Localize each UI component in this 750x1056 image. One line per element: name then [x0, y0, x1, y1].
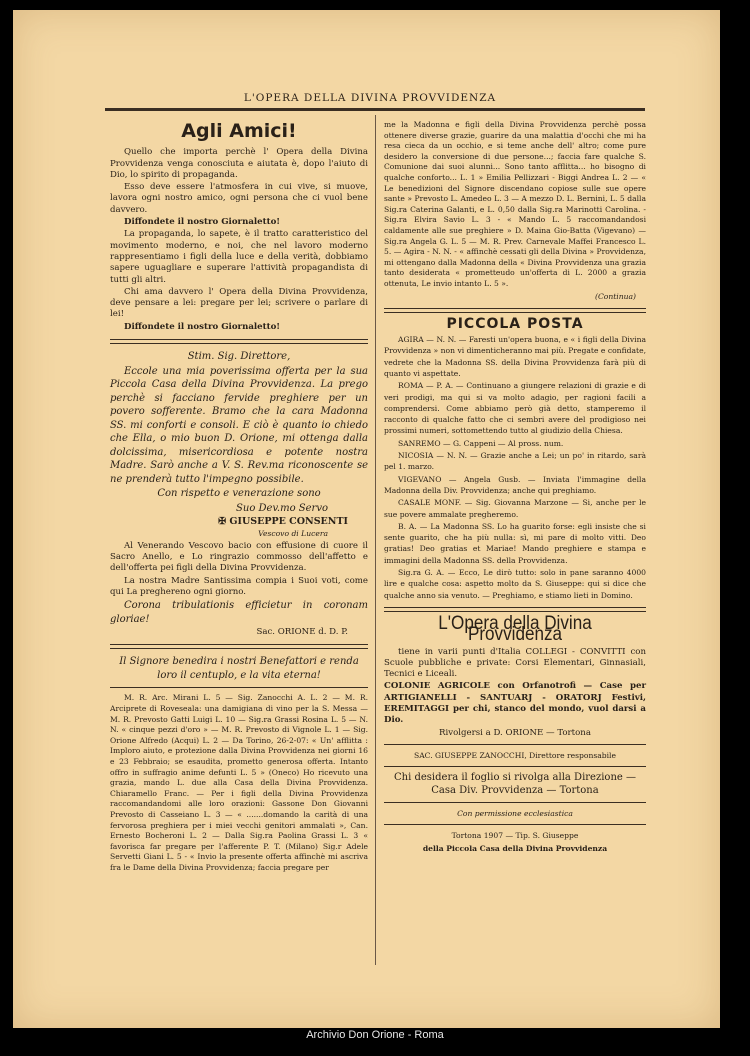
- letter-close: Con rispetto e venerazione sono: [157, 488, 321, 500]
- permission-note: Con permissione ecclesiastica: [457, 809, 573, 819]
- opera-contact: Rivolgersi a D. ORIONE — Tortona: [439, 727, 591, 738]
- bishop-title: Vescovo di Lucera: [258, 529, 328, 539]
- posta-item: AGIRA — N. N. — Faresti un'opera buona, e « i figli della Divina Provvidenza » non vi dimenticheranno mai più. Pregate e confidate, vedrete che la Madonna SS. della Divina Provvidenza farà più di quanto vi aspettate.: [384, 335, 646, 378]
- offerings-continued: me la Madonna e figli della Divina Provvidenza perchè possa ottenere diverse grazie, guarire da una malattia d'occhi che mi ha resa cieca da un occhio, e si teme anche dell' altro; come pure desidero la conversione di due persone...; faccia fare qualche S. Comunione dai suoi alunni... Sono tanto afflitta... ho bisogno di qualche conforto... L. 1 » Emilia Pellizzari - Biggi Andrea L. 2 — « Le benedizioni del Signore discendano copiose sulle sue opere sante » Prevosto L. Amedeo L. 3 — A mezzo D. L. Bernini, L. 5 dalla Sig.ra Caterina Galanti, e L. 0,50 dalla Sig.ra Marinotti Carolina. - Sig.ra Elvira Savio L. 3 - « Mando L. 5 raccomandandosi caldamente alle sue preghiere » D. Maina Gio-Batta (Vigevano) — Sig.ra Angela G. L. 5 — M. R. Prev. Carnevale Maffei Francesco L. 5. — Agira - N. N. - « affinchè cessati gli della Divina » Provvidenza, mi ottengano dalla Madonna della « Divina Provvidenza una grazia tanto desiderata « prometteudo un'offerta di L. 2000 a grazia ottenuta, Le invio intanto L. 5 ».: [384, 120, 646, 288]
- posta-item: ROMA — P. A. — Continuano a giungere relazioni di grazie e di veri prodigi, ma qui si va molto adagio, per ragioni facili a comprendersi. Come abbiamo però già detto, stamperemo il racconto di qualche fatto che ci sembri avere del prodigioso nei prossimi numeri, sottomettendo tutto al giudizio della Chiesa.: [384, 381, 646, 436]
- printer-line: Tortona 1907 — Tip. S. Giuseppe: [451, 831, 579, 841]
- posta-item: Sig.ra G. A. — Ecco, Le dirò tutto: solo in pane saranno 4000 lire e qualche cosa: aspetto molto da S. Giuseppe: qui si dice che qualche anno sia venuto. — Preghiamo, e stiamo lieti in Domino.: [384, 568, 646, 600]
- article-title: Agli Amici!: [181, 120, 297, 142]
- section-rule: [384, 824, 646, 825]
- article-paragraph: Quello che importa perchè l' Opera della Divina Provvidenza venga conosciuta e aiutata è, dopo l'aiuto di Dio, lo spirito di propaganda.: [110, 147, 368, 180]
- offerings-list: M. R. Arc. Mirani L. 5 — Sig. Zanocchi A. L. 2 — M. R. Arciprete di Roveseala: una damigiana di vino per la S. Messa — M. R. Prevosto Gatti Luigi L. 10 — Sig.ra Grassi Rosina L. 5 — N. N. « cinque pezzi d'oro » — M. R. Prevosto di Vignole L. 1 — Sig. Orione Alfredo (Acqui) L. 2 — Da Torino, 26-2-07: « Un' afflitta : Imploro aiuto, e protezione dalla Divina Provvidenza nei giorni 16 e 23 Febbraio; se esaudita, prometto generosa offerta. Intanto offro in suffragio anime defunti L. 5 » (Oneco) Ho ricevuto una grazia, mando L. due alla Casa della Divina Provvidenza. Chiaramello Franc. — Per i figli della Divina Provvidenza raccomandandomi alle loro orazioni: Gassone Don Giovanni Prevosto di Casseiano L. 3 — « .......domando la carità di una fervorosa preghiera per i miei vecchi genitori ammalati », Can. Ernesto Bocheroni L. 2 — Dalla Sig.ra Paolina Grassi L. 3 « favorisca far pregare per l'afferente P. T. (Milano) Sig.r Adele Servetti Giani L. 5 - « Invio la presente offerta affinchè mi ascriva fra le Dame della Divina Provvidenza; faccia pregare per: [110, 693, 368, 872]
- letter-body: Eccole una mia poverissima offerta per la sua Piccola Casa della Divina Provvidenza. La prego perchè si facciano fervide preghiere per un povero sofferente. Bramo che la cara Madonna SS. mi conforti e consoli. E ciò è quanto io chiedo che Ella, o mio buon D. Orione, mi ottenga dalla dolcissima, misericordiosa e potente nostra Madre. Sarò anche a V. S. Rev.ma riconoscente se ne prenderà tutto l'impegno possibile.: [110, 365, 368, 485]
- running-title: L'OPERA DELLA DIVINA PROVVIDENZA: [243, 92, 497, 104]
- posta-item: NICOSIA — N. N. — Grazie anche a Lei; un po' in ritardo, sarà pel 1. marzo.: [384, 451, 646, 472]
- posta-item: CASALE MONF. — Sig. Giovanna Marzone — Si, anche per le sue povere ammalate pregheremo.: [384, 498, 646, 519]
- letter-close: Suo Dev.mo Servo: [236, 502, 328, 514]
- section-rule: [384, 766, 646, 767]
- benefactors-verse: Il Signore benedira i nostri Benefattori e renda loro il centuplo, e la vita eterna!: [119, 656, 359, 681]
- opera-paragraph: COLONIE AGRICOLE con Orfanotrofi — Case per ARTIGIANELLI - SANTUARJ - ORATORJ Festivi, EREMITAGGI per chi, stanco del mondo, vuol darsi a Dio.: [384, 681, 646, 726]
- opera-title: L'Opera della Divina Provvidenza: [438, 612, 592, 646]
- column-divider: [375, 115, 376, 965]
- article-paragraph: Esso deve essere l'atmosfera in cui vive, si muove, lavora ogni nostro amico, ogni persona che ci vuol bene davvero.: [110, 182, 368, 215]
- bishop-name: GIUSEPPE CONSENTI: [229, 516, 348, 528]
- article-paragraph: La propaganda, lo sapete, è il tratto caratteristico del movimento moderno, e noi, che nel lavoro moderno rappresentiamo i figli della luce e della verità, dobbiamo sapere uguagliare e superare l'attività propagandista di tutti gli altri.: [110, 229, 368, 285]
- reply-paragraph: Al Venerando Vescovo bacio con effusione di cuore il Sacro Anello, e Lo ringrazio commosso dell'affetto e dell'offerta pei figli della Divina Provvidenza.: [110, 540, 368, 574]
- left-column: [110, 120, 368, 875]
- opera-paragraph: tiene in varii punti d'Italia COLLEGI - CONVITTI con Scuole pubbliche e private: Corsi Elementari, Ginnasiali, Tecnici e Liceali.: [384, 646, 646, 680]
- printer-line: della Piccola Casa della Divina Provvidenza: [422, 843, 608, 853]
- posta-item: SANREMO — G. Cappeni — Al pross. num.: [398, 438, 564, 448]
- archive-caption: Archivio Don Orione - Roma: [306, 1029, 444, 1041]
- section-rule: [384, 802, 646, 803]
- section-rule: [110, 644, 368, 649]
- section-rule: [384, 308, 646, 313]
- posta-item: VIGEVANO — Angela Gusb. — Inviata l'immagine della Madonna della Div. Provvidenza; anche qui preghiamo.: [384, 474, 646, 495]
- section-rule: [110, 339, 368, 344]
- reply-signature: Sac. ORIONE d. D. P.: [256, 627, 348, 638]
- top-rule: [105, 108, 645, 111]
- posta-title: PICCOLA POSTA: [446, 315, 584, 332]
- letter-salutation: Stim. Sig. Direttore,: [187, 351, 291, 363]
- director-line: SAC. GIUSEPPE ZANOCCHI, Direttore responsabile: [414, 750, 616, 760]
- reply-paragraph: La nostra Madre Santissima compia i Suoi voti, come qui La preghereno ogni giorno.: [110, 575, 368, 597]
- subscription-note: Chi desidera il foglio si rivolga alla Direzione — Casa Div. Provvidenza — Tortona: [394, 772, 636, 796]
- posta-item: B. A. — La Madonna SS. Lo ha guarito forse: egli insiste che si sente guarito, che ha più nulla: sì, mi pare di molto vitti. Deo gratias! Deo gratias et Mariae! Mando preghiere e stampa e immagini della Madonna SS. della Provvidenza.: [384, 521, 646, 565]
- reply-motto: Corona tribulationis efficietur in coronam gloriae!: [110, 600, 368, 625]
- article-paragraph: Chi ama davvero l' Opera della Divina Provvidenza, deve pensare a lei: pregare per lei; scrivere o parlare di lei!: [110, 286, 368, 320]
- section-rule: [384, 744, 646, 745]
- cross-icon: ✠: [218, 516, 227, 528]
- section-rule: [110, 687, 368, 688]
- right-column: [384, 120, 646, 855]
- article-slogan: Diffondete il nostro Giornaletto!: [124, 321, 281, 332]
- continua-label: (Continua): [595, 291, 636, 301]
- article-slogan: Diffondete il nostro Giornaletto!: [124, 217, 281, 228]
- section-rule: [384, 607, 646, 612]
